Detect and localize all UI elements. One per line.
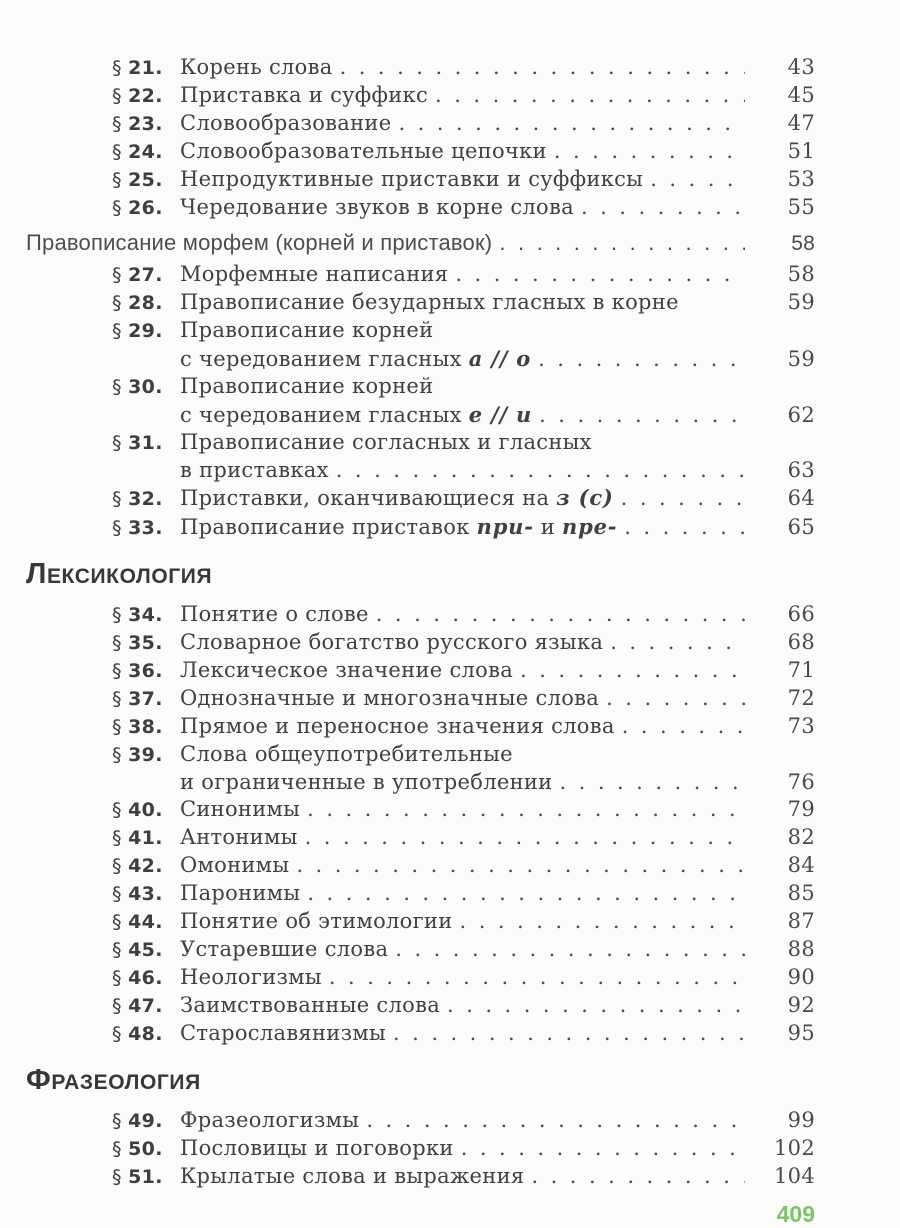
entry-title: [180, 166, 643, 193]
entry-title-text: Правописание корней: [180, 374, 434, 398]
entry-page-number: 84: [787, 853, 815, 877]
entry-title: [180, 741, 513, 768]
dot-leader: [388, 936, 745, 963]
entry-title-text: Правописание корней: [180, 318, 434, 342]
entry-number-value: 26.: [128, 197, 163, 219]
section-sign: §: [112, 264, 122, 286]
entry-title: [180, 908, 453, 935]
entry-title: [26, 229, 492, 256]
dot-leader: [322, 964, 745, 991]
entry-page-number: 43: [787, 55, 815, 79]
entry-title-text: Понятие об этимологии: [180, 909, 453, 933]
section-sign: §: [112, 911, 122, 933]
entry-title-text: и: [533, 515, 563, 539]
entry-title: [180, 484, 614, 512]
dot-leader: [440, 992, 745, 1019]
dot-leader: [599, 685, 745, 712]
entry-number-value: 38.: [128, 716, 163, 738]
section-sign: §: [112, 744, 122, 766]
dot-leader: [614, 485, 745, 512]
entry-page-number: 59: [787, 290, 815, 314]
toc-entry: [0, 1020, 815, 1048]
entry-number-value: 29.: [128, 320, 163, 342]
dot-leader: [524, 1163, 745, 1190]
entry-title: [180, 401, 532, 429]
entry-number: [112, 1164, 180, 1191]
entry-page-number: 73: [787, 714, 815, 738]
entry-number-value: 46.: [128, 967, 163, 989]
section-sign: §: [112, 604, 122, 626]
entry-number: [112, 318, 180, 345]
entry-title: [180, 429, 592, 456]
entry-number: [112, 486, 180, 513]
section-sign: §: [112, 57, 122, 79]
section-sign: §: [112, 1023, 122, 1045]
entry-title-emphasis: з (с): [556, 485, 614, 510]
entry-title: [180, 457, 329, 484]
entry-number: [112, 167, 180, 194]
entry-title: [180, 194, 574, 221]
entry-title-text: Правописание приставок: [180, 515, 477, 539]
entry-title-text: Устаревшие слова: [180, 937, 389, 961]
entry-title-text: Неологизмы: [180, 965, 322, 989]
section-sign: §: [112, 169, 122, 191]
toc-entry: [0, 194, 815, 222]
dot-leader: [615, 713, 745, 740]
toc-entry: [0, 796, 815, 824]
entry-page-number: 85: [787, 881, 815, 905]
entry-title-text: Чередование звуков в корне слова: [180, 195, 574, 219]
toc-entry: [0, 685, 815, 713]
entry-title-text: Прямое и переносное значения слова: [180, 714, 615, 738]
dot-leader: [289, 852, 745, 879]
entry-page-number: 95: [787, 1021, 815, 1045]
entry-number: [112, 825, 180, 852]
entry-page-number: 90: [787, 965, 815, 989]
entry-title: [180, 345, 531, 373]
dot-leader: [574, 194, 745, 221]
entry-page-number: 71: [787, 658, 815, 682]
toc-entry: [0, 401, 815, 429]
section-sign: §: [112, 197, 122, 219]
entry-title-text: Антонимы: [180, 825, 298, 849]
toc-entry: [0, 513, 815, 542]
entry-title-emphasis: при-: [476, 514, 534, 539]
entry-page-number: 62: [787, 403, 815, 427]
toc-entry: [0, 713, 815, 741]
dot-leader: [603, 629, 745, 656]
entry-page-number: 66: [787, 602, 815, 626]
entry-title: [180, 1020, 386, 1047]
section-sign: §: [112, 632, 122, 654]
entry-title: [180, 769, 552, 796]
dot-leader: [492, 229, 745, 256]
entry-title: [180, 317, 433, 344]
entry-title: [180, 138, 547, 165]
entry-page-number: 53: [787, 167, 815, 191]
section-sign: §: [112, 799, 122, 821]
section-sign: §: [112, 113, 122, 135]
toc-entry: [0, 852, 815, 880]
entry-number: [112, 909, 180, 936]
dot-leader: [453, 908, 745, 935]
entry-number-value: 48.: [128, 1023, 163, 1045]
entry-title: [180, 852, 289, 879]
dot-leader: [532, 402, 745, 429]
entry-title-text: Правописание безударных гласных в корне: [180, 290, 679, 314]
dot-leader: [386, 1020, 745, 1047]
toc-entry: [0, 82, 815, 110]
entry-page-number: 59: [787, 347, 815, 371]
entry-title-text: Понятие о слове: [180, 602, 369, 626]
dot-leader: [329, 457, 745, 484]
entry-number-value: 35.: [128, 632, 163, 654]
toc-entry: [0, 289, 815, 317]
entry-number: [112, 602, 180, 629]
entry-number-value: 28.: [128, 292, 163, 314]
entry-title-text: Фразеологизмы: [180, 1108, 360, 1132]
entry-title-text: Омонимы: [180, 853, 290, 877]
entry-title-text: с чередованием гласных: [180, 403, 469, 427]
entry-number-value: 23.: [128, 113, 163, 135]
entry-title-text: и ограниченные в употреблении: [180, 770, 553, 794]
entry-number-value: 49.: [128, 1110, 163, 1132]
entry-title: [180, 796, 300, 823]
entry-page-number: 47: [787, 111, 815, 135]
chapter-line: [0, 229, 815, 257]
toc-entry: [0, 345, 815, 373]
entry-title-text: Правописание согласных и гласных: [180, 430, 592, 454]
toc-entry: [0, 429, 815, 457]
entry-title: [180, 657, 513, 684]
entry-title: [180, 992, 440, 1019]
entry-title-text: Пословицы и поговорки: [180, 1136, 454, 1160]
section-sign: §: [112, 432, 122, 454]
entry-number-value: 34.: [128, 604, 163, 626]
section-sign: §: [112, 716, 122, 738]
toc-entry: [0, 992, 815, 1020]
entry-title-text: Правописание морфем (корней и приставок): [26, 230, 493, 255]
entry-number-value: 51.: [128, 1166, 163, 1188]
entry-number: [112, 111, 180, 138]
entry-title: [180, 824, 298, 851]
dot-leader: [513, 657, 745, 684]
entry-title-emphasis: е // и: [468, 402, 533, 427]
section-sign: §: [112, 660, 122, 682]
dot-leader: [369, 601, 745, 628]
entry-title-text: Крылатые слова и выражения: [180, 1164, 525, 1188]
toc-entry: [0, 484, 815, 513]
entry-title-emphasis: а // о: [468, 346, 532, 371]
entry-number: [112, 714, 180, 741]
entry-title-emphasis: пре-: [562, 514, 618, 539]
entry-title-text: Старославянизмы: [180, 1021, 386, 1045]
entry-page-number: 99: [787, 1108, 815, 1132]
entry-title: [180, 1107, 359, 1134]
section-heading: ЛЕКСИКОЛОГИЯ: [26, 558, 213, 590]
entry-number-value: 37.: [128, 688, 163, 710]
section-sign: §: [112, 1110, 122, 1132]
entry-title-text: Словообразовательные цепочки: [180, 139, 547, 163]
entry-page-number: 51: [787, 139, 815, 163]
entry-number: [112, 881, 180, 908]
entry-number: [112, 430, 180, 457]
entry-number: [112, 262, 180, 289]
entry-title: [180, 289, 679, 316]
entry-title: [180, 513, 617, 541]
entry-number-value: 41.: [128, 827, 163, 849]
entry-title-text: Словообразование: [180, 111, 392, 135]
toc-entry: [0, 1163, 815, 1191]
entry-title-text: Паронимы: [180, 881, 301, 905]
toc-entry: [0, 1135, 815, 1163]
entry-page-number: 65: [787, 515, 815, 539]
entry-number-value: 40.: [128, 799, 163, 821]
toc-entry: [0, 629, 815, 657]
section-sign: §: [112, 1138, 122, 1160]
entry-number: [112, 965, 180, 992]
entry-number-value: 43.: [128, 883, 163, 905]
entry-page-number: 104: [774, 1164, 815, 1188]
dot-leader: [552, 769, 745, 796]
entry-number: [112, 195, 180, 222]
dot-leader: [359, 1107, 745, 1134]
entry-title: [180, 1135, 454, 1162]
entry-number-value: 24.: [128, 141, 163, 163]
toc-entry: [0, 261, 815, 289]
entry-number-value: 45.: [128, 939, 163, 961]
entry-number: [112, 374, 180, 401]
entry-number-value: 21.: [128, 57, 163, 79]
dot-leader: [617, 514, 745, 541]
entry-title: [180, 601, 369, 628]
dot-leader: [333, 54, 745, 81]
section-sign: §: [112, 883, 122, 905]
entry-number: [112, 139, 180, 166]
toc-entry: [0, 908, 815, 936]
entry-title: [180, 54, 333, 81]
entry-title-text: Однозначные и многозначные слова: [180, 686, 600, 710]
section-sign: §: [112, 995, 122, 1017]
entry-number-value: 50.: [128, 1138, 163, 1160]
entry-title: [180, 82, 428, 109]
section-sign: §: [112, 376, 122, 398]
entry-page-number: 45: [787, 83, 815, 107]
entry-page-number: 58: [791, 232, 815, 255]
dot-leader: [391, 110, 745, 137]
entry-number-value: 27.: [128, 264, 163, 286]
toc-entry: [0, 824, 815, 852]
toc-entry: [0, 936, 815, 964]
entry-page-number: 64: [787, 486, 815, 510]
entry-title-text: Слова общеупотребительные: [180, 742, 513, 766]
entry-number-value: 31.: [128, 432, 163, 454]
section-sign: §: [112, 967, 122, 989]
section-sign: §: [112, 827, 122, 849]
entry-number-value: 42.: [128, 855, 163, 877]
toc-entry: [0, 880, 815, 908]
dot-leader: [531, 346, 745, 373]
toc-entry: [0, 657, 815, 685]
toc-entry: [0, 110, 815, 138]
section-sign: §: [112, 141, 122, 163]
entry-number: [112, 515, 180, 542]
entry-page-number: 87: [787, 909, 815, 933]
entry-number: [112, 658, 180, 685]
entry-title: [180, 373, 433, 400]
section-heading: ФРАЗЕОЛОГИЯ: [26, 1064, 201, 1096]
entry-number: [112, 993, 180, 1020]
entry-title-text: Заимствованные слова: [180, 993, 441, 1017]
toc-entry: [0, 373, 815, 401]
entry-title-text: в приставках: [180, 458, 329, 482]
entry-page-number: 72: [787, 686, 815, 710]
entry-number: [112, 937, 180, 964]
entry-title: [180, 713, 615, 740]
section-sign: §: [112, 939, 122, 961]
dot-leader: [300, 796, 745, 823]
entry-title-text: Словарное богатство русского языка: [180, 630, 604, 654]
entry-page-number: 92: [787, 993, 815, 1017]
entry-number: [112, 55, 180, 82]
entry-number: [112, 83, 180, 110]
entry-page-number: 102: [774, 1136, 815, 1160]
entry-title-text: Лексическое значение слова: [180, 658, 514, 682]
entry-title-text: Морфемные написания: [180, 262, 449, 286]
entry-page-number: 68: [787, 630, 815, 654]
entry-page-number: 88: [787, 937, 815, 961]
entry-title-text: Приставка и суффикс: [180, 83, 429, 107]
entry-title: [180, 964, 322, 991]
entry-number: [112, 1108, 180, 1135]
toc-entry: [0, 138, 815, 166]
entry-number-value: 22.: [128, 85, 163, 107]
entry-number-value: 39.: [128, 744, 163, 766]
entry-number-value: 30.: [128, 376, 163, 398]
dot-leader: [454, 1135, 745, 1162]
toc-entry: [0, 1107, 815, 1135]
entry-number: [112, 1021, 180, 1048]
dot-leader: [643, 166, 745, 193]
entry-page-number: 55: [787, 195, 815, 219]
folio-page-number: 409: [776, 1201, 815, 1227]
section-sign: §: [112, 855, 122, 877]
entry-number: [112, 290, 180, 317]
dot-leader: [300, 880, 745, 907]
toc-entry: [0, 741, 815, 769]
toc-entry: [0, 769, 815, 796]
entry-page-number: 58: [787, 262, 815, 286]
section-sign: §: [112, 85, 122, 107]
entry-title-text: Корень слова: [180, 55, 333, 79]
section-sign: §: [112, 292, 122, 314]
entry-number: [112, 630, 180, 657]
entry-number: [112, 686, 180, 713]
entry-title-text: Непродуктивные приставки и суффиксы: [180, 167, 644, 191]
toc-entry: [0, 166, 815, 194]
entry-number-value: 33.: [128, 517, 163, 539]
section-sign: §: [112, 488, 122, 510]
entry-number: [112, 742, 180, 769]
entry-title-text: с чередованием гласных: [180, 347, 469, 371]
dot-leader: [298, 824, 745, 851]
entry-title: [180, 1163, 524, 1190]
toc-entry: [0, 317, 815, 345]
entry-title: [180, 110, 391, 137]
dot-leader: [547, 138, 745, 165]
section-sign: §: [112, 320, 122, 342]
entry-page-number: 82: [787, 825, 815, 849]
entry-title-text: Синонимы: [180, 797, 301, 821]
dot-leader: [448, 261, 745, 288]
entry-title: [180, 880, 300, 907]
entry-title: [180, 261, 448, 288]
entry-number-value: 32.: [128, 488, 163, 510]
entry-number: [112, 853, 180, 880]
entry-number-value: 47.: [128, 995, 163, 1017]
entry-number-value: 36.: [128, 660, 163, 682]
entry-number-value: 25.: [128, 169, 163, 191]
entry-page-number: 63: [787, 458, 815, 482]
entry-title: [180, 629, 603, 656]
toc-entry: [0, 457, 815, 484]
entry-title: [180, 936, 388, 963]
toc-entry: [0, 601, 815, 629]
entry-title: [180, 685, 599, 712]
toc-entry: [0, 54, 815, 82]
entry-number-value: 44.: [128, 911, 163, 933]
entry-page-number: 76: [787, 770, 815, 794]
dot-leader: [428, 82, 745, 109]
entry-title-text: Приставки, оканчивающиеся на: [180, 486, 557, 510]
toc-entry: [0, 964, 815, 992]
section-sign: §: [112, 517, 122, 539]
entry-page-number: 79: [787, 797, 815, 821]
entry-number: [112, 797, 180, 824]
section-sign: §: [112, 1166, 122, 1188]
entry-number: [112, 1136, 180, 1163]
section-sign: §: [112, 688, 122, 710]
